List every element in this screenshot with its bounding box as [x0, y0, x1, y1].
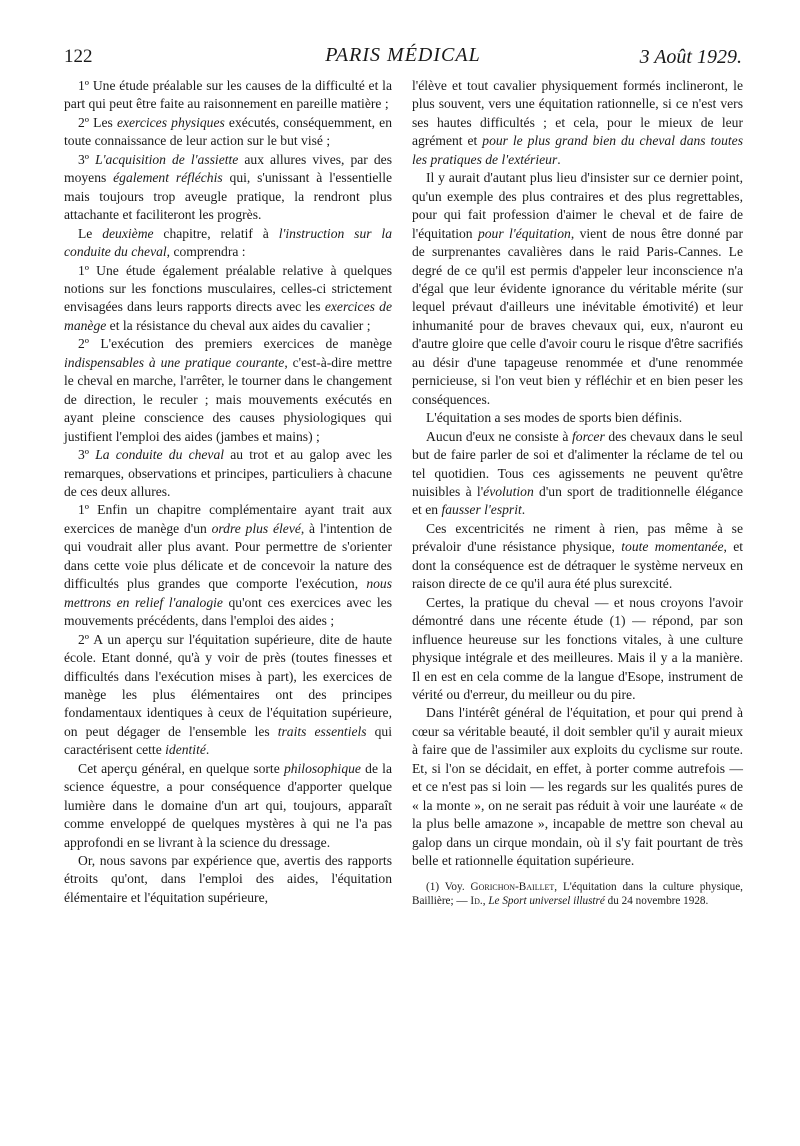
- page-number: 122: [64, 46, 93, 67]
- paragraph: 2º L'exécution des premiers exercices de manège indispensables à une pratique courante, c'est-à-dire mettre le cheval en marche, l'arrêter, le tourner dans le changement de direction, le reculer ; mais mouvements exécutés en ayant pleine conscience des causes physiologiques qui justifient l'emploi des aides (jambes et mains) ;: [64, 336, 392, 444]
- paragraph: 1º Une étude préalable sur les causes de la difficulté et la part qui peut être faite au raisonnement en pareille matière ;: [64, 78, 392, 112]
- paragraph: Dans l'intérêt général de l'équitation, et pour qui prend à cœur sa véritable beauté, il doit sembler qu'il y aurait mieux à faire que de l'assimiler aux exploits du cyclisme sur route. Et, si l'on se décidait, en effet, à porter comme autrefois — et ce n'est pas si loin — les regards sur les qualités pures de « la monte », on ne serait pas réduit à voir une lauréate « de la plus belle amazone », incapable de mettre son cheval au galop dans un cirque mondain, où il s'y fait pourtant de très belle et rationnelle équitation supérieure.: [412, 705, 743, 869]
- paragraph: L'équitation a ses modes de sports bien définis.: [426, 410, 683, 426]
- paragraph: Il y aurait d'autant plus lieu d'insister sur ce dernier point, qu'un exemple des plus contraires et des plus regrettables, pour qui fait profession d'aimer le cheval et de faire de l'équitation pour l'équitation, vient de nous être donné par de surprenantes cavalières dans le raid Paris-Cannes. Le degré de ce qu'il est permis d'appeler leur inconscience n'a d'égal que leur évidente ignorance du véritable mérite (sur lequel prévaut d'ailleurs une inévitable émotivité) et leur inhumanité pour de braves chevaux qui, eux, n'auront eu d'autre gloire que celle d'avoir couru le risque d'être sacrifiés au désir d'une tapageuse renommée et d'une renommée pernicieuse, si l'on veut bien y réfléchir et en bien peser les conséquences.: [412, 170, 743, 407]
- paragraph: Certes, la pratique du cheval — et nous croyons l'avoir démontré dans une récente étude (1) — répond, par son influence heureuse sur les fonctions vitales, à une culture physique intégrale et des meilleures. Mais il y a la manière. Il en est en cela comme de la langue d'Esope, instrument de vérité ou d'erreur, du meilleur ou du pire.: [412, 594, 743, 702]
- paragraph: 2º Les exercices physiques exécutés, conséquemment, en toute connaissance de leur action sur le but visé ;: [64, 114, 392, 149]
- right-column: [412, 77, 743, 908]
- issue-date: 3 Août 1929.: [639, 46, 742, 68]
- paragraph: Le deuxième chapitre, relatif à l'instruction sur la conduite du cheval, comprendra :: [64, 225, 392, 260]
- paragraph: Cet aperçu général, en quelque sorte philosophique de la science équestre, a pour conséquence d'apporter quelque lumière dans le domaine d'un art qui, toujours, apparaît comme enveloppé de quelques mystères à qui ne l'a pas approfondi en se livrant à la science du dressage.: [64, 760, 392, 850]
- paragraph: l'élève et tout cavalier physiquement formés inclineront, le plus souvent, vers une équitation rationnelle, si ce n'est vers ses hautes difficultés ; et cela, pour le mieux de leur agrément et pour le plus grand bien du cheval dans toutes les pratiques de l'extérieur.: [412, 78, 743, 167]
- left-column: [64, 77, 392, 907]
- paragraph: 2º A un aperçu sur l'équitation supérieure, dite de haute école. Etant donné, qu'à y voir de près (toutes finesses et difficultés dans l'exécution mises à part), les exercices de manège les plus élémentaires ont des principes fondamentaux identiques à ceux de l'équitation supérieure, on peut dégager de l'ensemble les traits essentiels qui caractérisent cette identité.: [64, 631, 392, 758]
- paragraph: 3º L'acquisition de l'assiette aux allures vives, par des moyens également réfléchis qui, s'unissant à l'essentielle mais toujours trop aveugle pratique, la rendront plus attachante et faciliteront les progrès.: [64, 151, 393, 223]
- paragraph: Ces excentricités ne riment à rien, pas même à se prévaloir d'une résistance physique, toute momentanée, et dont la conséquence est de détraquer le système nerveux en raison directe de ce qu'il aura été plus surexcité.: [412, 520, 744, 592]
- paragraph: Aucun d'eux ne consiste à forcer des chevaux dans le seul but de faire parler de soi et d'alimenter la réclame de tel ou tel quotidien. Tous ces agissements ne peuvent qu'être nuisibles à l'évolution d'un sport de traditionnelle élégance et en fausser l'esprit.: [412, 428, 744, 518]
- page-header: [64, 44, 742, 70]
- paragraph: 1º Enfin un chapitre complémentaire ayant trait aux exercices de manège d'un ordre plus élevé, à l'intention de qui voudrait aller plus avant. Pour permettre de s'orienter dans cette voie plus délicate et de concevoir la nature des difficultés plus grandes que comporte l'exécution, nous mettrons en relief l'analogie qu'ont ces exercices avec les mouvements précédents, dans l'emploi des aides ;: [64, 502, 393, 629]
- paragraph: 1º Une étude également préalable relative à quelques notions sur les fonctions musculaires, celles-ci strictement envisagées dans leurs rapports directs avec les exercices de manège et la résistance du cheval aux aides du cavalier ;: [64, 262, 392, 333]
- paragraph: Or, nous savons par expérience que, avertis des rapports étroits qu'ont, dans l'emploi des aides, l'équitation élémentaire et l'équitation supérieure,: [64, 853, 392, 905]
- paragraph: 3º La conduite du cheval au trot et au galop avec les remarques, observations et principes, particuliers à chacune de ces deux allures.: [64, 447, 392, 499]
- running-title: PARIS MÉDICAL: [325, 44, 481, 66]
- footnote: (1) Voy. Gorichon-Baillet, L'équitation dans la culture physique, Baillière; — Id., Le Sport universel illustré du 24 novembre 1928.: [412, 881, 743, 908]
